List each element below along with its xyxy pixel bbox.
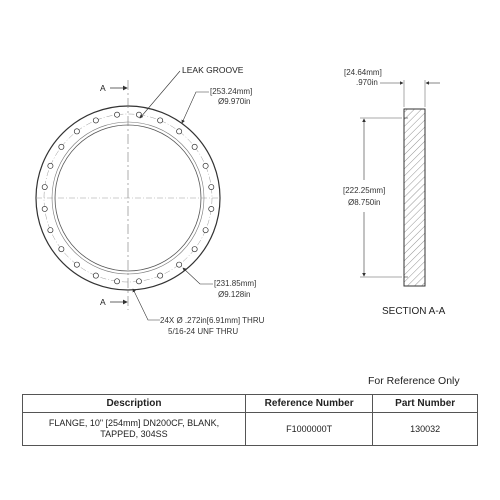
bolt-hole bbox=[59, 247, 64, 252]
bolt-hole bbox=[48, 163, 53, 168]
bolt-hole bbox=[192, 247, 197, 252]
bolt-hole bbox=[74, 262, 79, 267]
table-header-row bbox=[23, 395, 478, 413]
section-marker-top: A bbox=[100, 83, 106, 93]
bolt-hole bbox=[177, 129, 182, 134]
bolt-hole bbox=[114, 279, 119, 284]
dim-231-in: Ø9.128in bbox=[218, 290, 251, 299]
bolt-hole bbox=[158, 118, 163, 123]
bolt-hole bbox=[48, 228, 53, 233]
cell-reference-number: F1000000T bbox=[245, 413, 372, 446]
holes-tap-spec: 5/16-24 UNF THRU bbox=[168, 327, 239, 336]
section-marker-bottom: A bbox=[100, 297, 106, 307]
description-line-1: FLANGE, 10" [254mm] DN200CF, BLANK, bbox=[48, 418, 220, 428]
reference-note: For Reference Only bbox=[368, 375, 460, 387]
dim-231-mm: [231.85mm] bbox=[214, 279, 257, 288]
dim-253-leader bbox=[182, 92, 209, 123]
dim-253-mm: [253.24mm] bbox=[210, 87, 253, 96]
bolt-hole bbox=[59, 144, 64, 149]
section-label: SECTION A-A bbox=[382, 306, 446, 317]
bolt-hole bbox=[136, 112, 141, 117]
section-view bbox=[343, 68, 446, 317]
section-arrow-bottom bbox=[100, 297, 127, 307]
bolt-hole bbox=[114, 112, 119, 117]
holes-spec: 24X Ø .272in[6.91mm] THRU bbox=[160, 316, 265, 325]
bolt-hole bbox=[93, 118, 98, 123]
thickness-in: .970in bbox=[356, 78, 378, 87]
table-row bbox=[23, 413, 478, 446]
bore-in: Ø8.750in bbox=[348, 198, 381, 207]
dim-253-in: Ø9.970in bbox=[218, 97, 251, 106]
header-part-number: Part Number bbox=[373, 395, 478, 413]
bolt-hole bbox=[203, 228, 208, 233]
leak-groove-leader bbox=[140, 71, 180, 118]
bolt-hole bbox=[93, 273, 98, 278]
header-description: Description bbox=[23, 395, 246, 413]
bolt-hole bbox=[136, 279, 141, 284]
description-line-2: TAPPED, 304SS bbox=[100, 429, 168, 439]
bolt-hole bbox=[42, 206, 47, 211]
thickness-mm: [24.64mm] bbox=[344, 68, 382, 77]
section-arrow-top bbox=[100, 83, 127, 93]
bolt-hole bbox=[209, 206, 214, 211]
bolt-hole bbox=[203, 163, 208, 168]
parts-table bbox=[22, 394, 478, 446]
dim-231-leader bbox=[183, 268, 213, 284]
leak-groove-label: LEAK GROOVE bbox=[182, 65, 244, 75]
holes-leader bbox=[133, 289, 160, 320]
bolt-hole bbox=[158, 273, 163, 278]
bore-mm: [222.25mm] bbox=[343, 186, 386, 195]
bolt-hole bbox=[209, 184, 214, 189]
section-body bbox=[404, 109, 425, 286]
front-view bbox=[36, 65, 265, 336]
cell-description bbox=[23, 413, 246, 446]
cell-part-number: 130032 bbox=[373, 413, 478, 446]
bolt-hole bbox=[74, 129, 79, 134]
bolt-hole bbox=[192, 144, 197, 149]
bolt-hole bbox=[42, 184, 47, 189]
header-reference-number: Reference Number bbox=[245, 395, 372, 413]
bolt-hole bbox=[177, 262, 182, 267]
